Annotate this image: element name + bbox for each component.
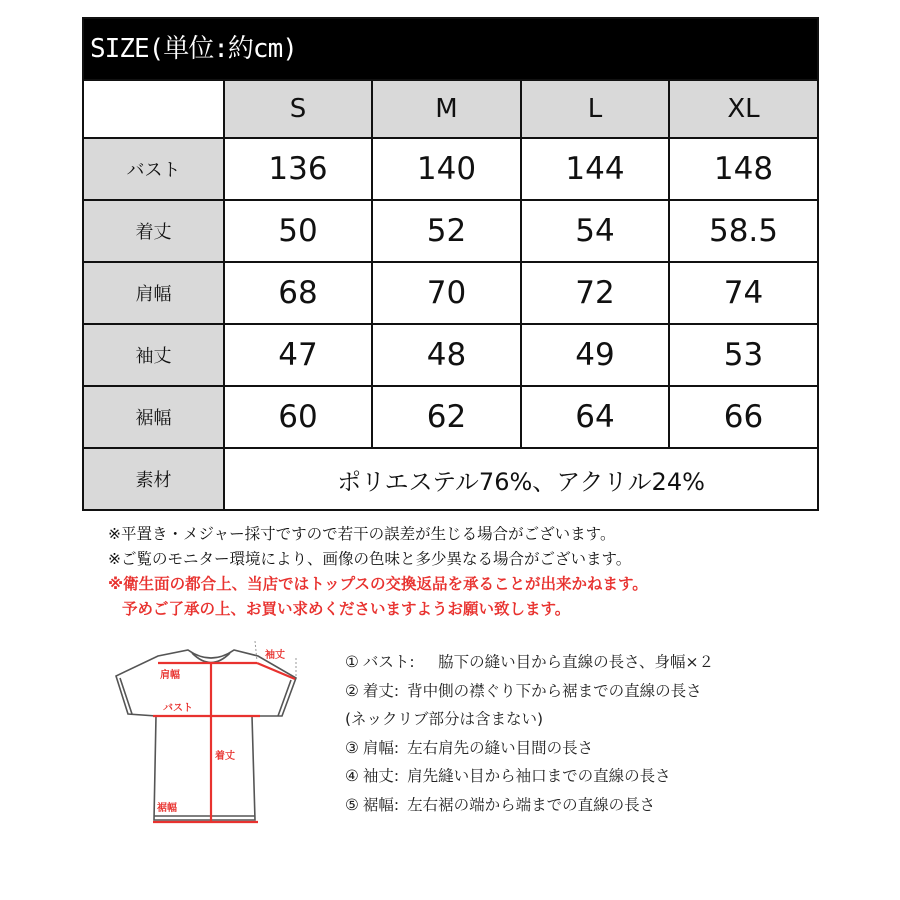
table-cell: 136 bbox=[225, 137, 373, 199]
row-label-bust: バスト bbox=[84, 137, 225, 199]
table-cell: 70 bbox=[373, 261, 522, 323]
size-header-xl: XL bbox=[670, 79, 817, 137]
table-cell: 54 bbox=[522, 199, 670, 261]
diagram-label-sleeve: 袖丈 bbox=[265, 650, 285, 661]
size-header-m: M bbox=[373, 79, 522, 137]
legend-item-bust: ① バスト: 脇下の縫い目から直線の長さ、身幅×２ bbox=[345, 653, 715, 671]
legend-item-sleeve: ④ 袖丈: 肩先縫い目から袖口までの直線の長さ bbox=[345, 767, 671, 785]
note-monitor: ※ご覧のモニター環境により、画像の色味と多少異なる場合がございます。 bbox=[108, 550, 632, 568]
size-chart-table bbox=[82, 17, 819, 511]
diagram-label-shoulder: 肩幅 bbox=[160, 670, 180, 681]
corner-cell bbox=[84, 79, 225, 137]
row-label-length: 着丈 bbox=[84, 199, 225, 261]
table-cell: 140 bbox=[373, 137, 522, 199]
table-cell: 50 bbox=[225, 199, 373, 261]
table-cell: 60 bbox=[225, 385, 373, 447]
legend-item-length: ② 着丈: 背中側の襟ぐり下から裾までの直線の長さ bbox=[345, 681, 702, 700]
table-cell: 47 bbox=[225, 323, 373, 385]
diagram-label-length: 着丈 bbox=[215, 751, 235, 762]
material-value: ポリエステル76%、アクリル24% bbox=[225, 447, 817, 509]
size-grid bbox=[84, 79, 817, 509]
row-label-hem: 裾幅 bbox=[84, 385, 225, 447]
diagram-label-bust: バスト bbox=[163, 703, 193, 714]
legend-item-length-note: (ネックリブ部分は含まない) bbox=[345, 710, 544, 728]
size-header-l: L bbox=[522, 79, 670, 137]
table-cell: 74 bbox=[670, 261, 817, 323]
legend-item-shoulder: ③ 肩幅: 左右肩先の縫い目間の長さ bbox=[345, 738, 594, 757]
diagram-label-hem: 裾幅 bbox=[157, 803, 177, 814]
table-cell: 49 bbox=[522, 323, 670, 385]
legend-item-hem: ⑤ 裾幅: 左右裾の端から端までの直線の長さ bbox=[345, 795, 656, 814]
row-label-material: 素材 bbox=[84, 447, 225, 509]
table-cell: 64 bbox=[522, 385, 670, 447]
table-cell: 148 bbox=[670, 137, 817, 199]
table-cell: 58.5 bbox=[670, 199, 817, 261]
table-cell: 144 bbox=[522, 137, 670, 199]
row-label-sleeve: 袖丈 bbox=[84, 323, 225, 385]
table-cell: 62 bbox=[373, 385, 522, 447]
table-cell: 72 bbox=[522, 261, 670, 323]
note-no-returns: ※衛生面の都合上、当店ではトップスの交換返品を承ることが出来かねます。 bbox=[108, 575, 648, 593]
table-cell: 66 bbox=[670, 385, 817, 447]
table-cell: 48 bbox=[373, 323, 522, 385]
note-acknowledge: 予めご了承の上、お買い求めくださいますようお願い致します。 bbox=[122, 600, 571, 618]
note-measurement: ※平置き・メジャー採寸ですので若干の誤差が生じる場合がございます。 bbox=[108, 525, 616, 543]
row-label-shoulder: 肩幅 bbox=[84, 261, 225, 323]
tshirt-measurement-diagram bbox=[100, 636, 310, 836]
size-chart-title: SIZE(単位:約cm) bbox=[84, 19, 817, 79]
tshirt-icon bbox=[100, 636, 310, 836]
measurement-legend bbox=[345, 648, 714, 819]
table-cell: 53 bbox=[670, 323, 817, 385]
table-cell: 68 bbox=[225, 261, 373, 323]
notes-section bbox=[108, 522, 648, 622]
size-header-s: S bbox=[225, 79, 373, 137]
table-cell: 52 bbox=[373, 199, 522, 261]
